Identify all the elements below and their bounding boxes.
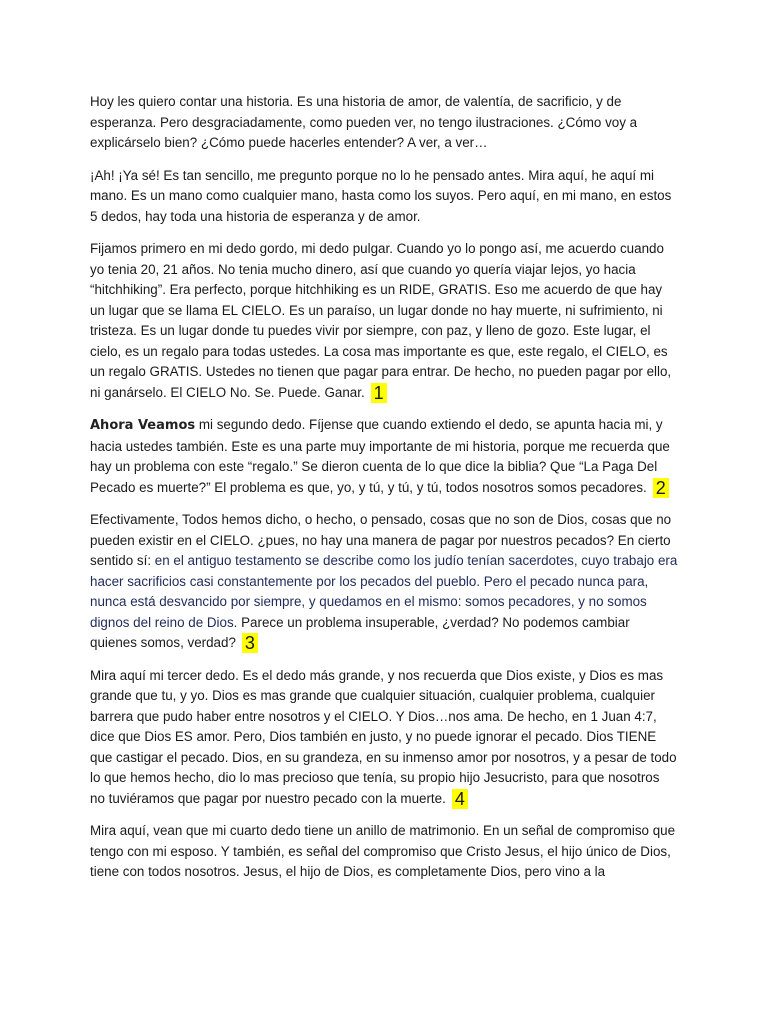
paragraph-sin-text-b: en el antiguo testamento se describe como los judío tenían sacerdotes, cuyo trabajo era hacer sacrificios casi constantemente por los pecados del pueblo. Pero el pecado nunca para, nunca está desvancido por siempre, y quedamos en el mismo: somos pecadores, y no somos dignos del reino de Dios.: [90, 553, 678, 630]
paragraph-sin-text-c: Parece un problema insuperable, ¿verdad? No podemos cambiar quienes somos, verdad?: [90, 614, 630, 650]
paragraph-hand: [90, 166, 678, 228]
highlight-marker-2: 2: [653, 478, 669, 498]
paragraph-second-finger-text: mi segundo dedo. Fíjense que cuando extiendo el dedo, se apunta hacia mi, y hacia ustedes también. Este es una parte muy importante de mi historia, porque me recuerda que hay un problema con este “regalo.” Se dieron cuenta de lo que dice la biblia? Que “La Paga Del Pecado es muerte?” El problema es que, yo, y tú, y tú, y tú, todos nosotros somos pecadores.: [90, 417, 670, 495]
paragraph-intro: [90, 92, 678, 154]
paragraph-fourth-finger-text: Mira aquí, vean que mi cuarto dedo tiene un anillo de matrimonio. En un señal de compromiso que tengo con mi esposo. Y también, es señal del compromiso que Cristo Jesus, el hijo único de Dios, tiene con todos nosotros. Jesus, el hijo de Dios, es completamente Dios, pero vino a la: [90, 823, 676, 879]
paragraph-thumb-text: Fijamos primero en mi dedo gordo, mi dedo pulgar. Cuando yo lo pongo así, me acuerdo cuando yo tenia 20, 21 años. No tenia mucho dinero, así que cuando yo quería viajar lejos, yo hacia “hitchhiking”. Era perfecto, porque hitchhiking es un RIDE, GRATIS. Eso me acuerdo de que hay un lugar que se llama EL CIELO. Es un paraíso, un lugar donde no hay muerte, ni sufrimiento, ni tristeza. Es un lugar donde tu puedes vivir por siempre, con paz, y lleno de gozo. Este lugar, el cielo, es un regalo para todas ustedes. La cosa mas importante es que, este regalo, el CIELO, es un regalo GRATIS. Ustedes no tienen que pagar para entrar. De hecho, no pueden pagar por ello, ni ganárselo. El CIELO No. Se. Puede. Ganar.: [90, 241, 672, 400]
paragraph-intro-text: Hoy les quiero contar una historia. Es una historia de amor, de valentía, de sacrificio, y de esperanza. Pero desgraciadamente, como pueden ver, no tengo ilustraciones. ¿Cómo voy a explicárselo bien? ¿Cómo puede hacerles entender? A ver, a ver…: [90, 94, 638, 150]
paragraph-thumb: [90, 239, 678, 403]
paragraph-sin-text-a: Efectivamente, Todos hemos dicho, o hecho, o pensado, cosas que no son de Dios, cosas que no pueden existir en el CIELO. ¿pues, no hay una manera de pagar por nuestros pecados? En cierto sentido sí:: [90, 512, 672, 568]
paragraph-hand-text: ¡Ah! ¡Ya sé! Es tan sencillo, me pregunto porque no lo he pensado antes. Mira aquí, he aquí mi mano. Es un mano como cualquier mano, hasta como los suyos. Pero aquí, en mi mano, en estos 5 dedos, hay toda una historia de esperanza y de amor.: [90, 167, 672, 224]
paragraph-fourth-finger: [90, 821, 678, 883]
paragraph-second-finger: [90, 415, 678, 498]
highlight-marker-1: 1: [371, 383, 387, 403]
highlight-marker-3: 3: [242, 633, 258, 653]
paragraph-sin: [90, 510, 678, 654]
paragraph-lead-heading: Ahora Veamos: [90, 418, 196, 433]
paragraph-third-finger: [90, 666, 678, 810]
paragraph-third-finger-text: Mira aquí mi tercer dedo. Es el dedo más grande, y nos recuerda que Dios existe, y Dios es mas grande que tu, y yo. Dios es mas grande que cualquier situación, cualquier problema, cualquier barrera que pudo haber entre nosotros y el CIELO. Y Dios…nos ama. De hecho, en 1 Juan 4:7, dice que Dios ES amor. Pero, Dios también en justo, y no puede ignorar el pecado. Dios TIENE que castigar el pecado. Dios, en su grandeza, en su inmenso amor por nosotros, y a pesar de todo lo que hemos hecho, dio lo mas precioso que tenía, su propio hijo Jesucristo, para que nosotros no tuviéramos que pagar por nuestro pecado con la muerte.: [90, 667, 677, 806]
highlight-marker-4: 4: [452, 789, 468, 809]
